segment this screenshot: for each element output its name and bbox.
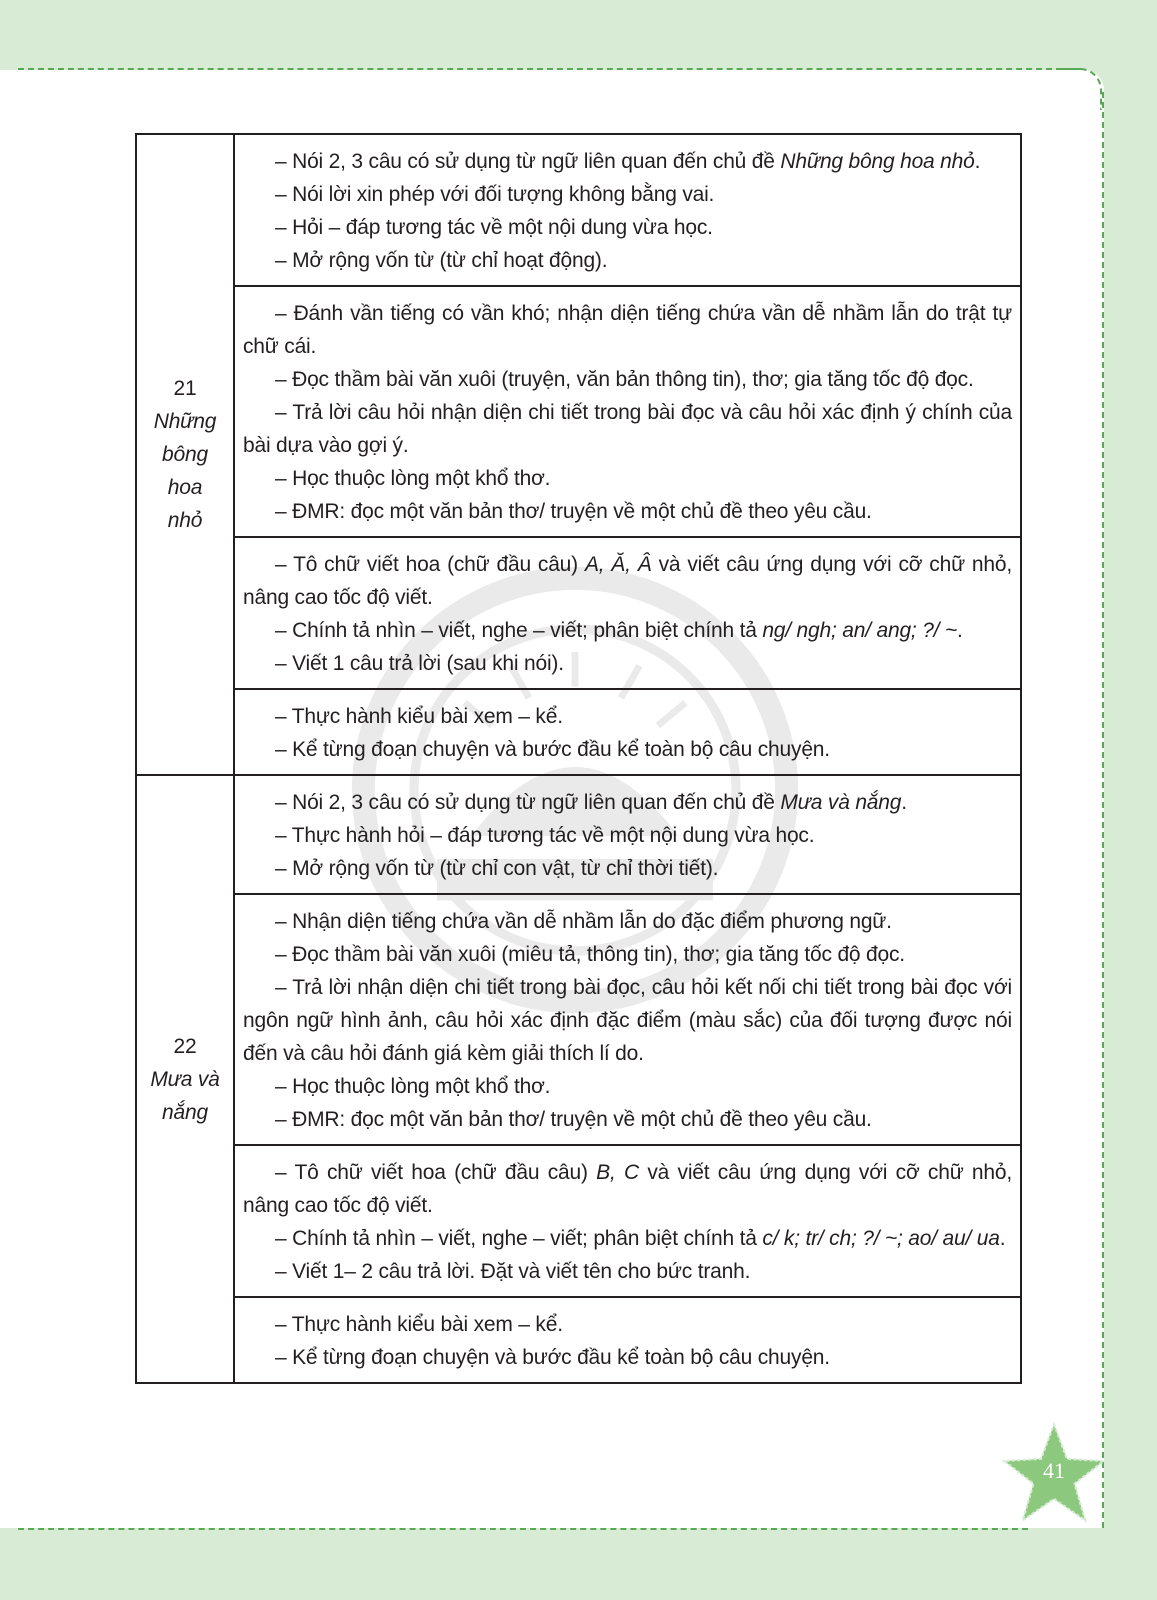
content-line: – Trả lời câu hỏi nhận diện chi tiết trong bài đọc và câu hỏi xác định ý chính của bài dựa vào gợi ý. (243, 401, 1012, 457)
dashed-border-corner (1060, 68, 1102, 110)
content-line: – Nói 2, 3 câu có sử dụng từ ngữ liên quan đến chủ đề Mưa và nắng. (275, 791, 907, 814)
curriculum-table (135, 133, 1022, 1384)
content-line: – Viết 1 câu trả lời (sau khi nói). (275, 652, 564, 675)
content-line: – Tô chữ viết hoa (chữ đầu câu) B, C và viết câu ứng dụng với cỡ chữ nhỏ, nâng cao tốc độ viết. (243, 1161, 1013, 1217)
table-row (136, 775, 1021, 894)
content-line: – Đánh vần tiếng có vần khó; nhận diện tiếng chứa vần dễ nhầm lẫn do trật tự chữ cái. (243, 302, 1012, 358)
lesson-number: 22 (173, 1034, 197, 1058)
content-line: – Đọc thầm bài văn xuôi (miêu tả, thông tin), thơ; gia tăng tốc độ đọc. (275, 943, 905, 966)
content-line: – ĐMR: đọc một văn bản thơ/ truyện về một chủ đề theo yêu cầu. (275, 1108, 872, 1131)
content-line: – Thực hành hỏi – đáp tương tác về một nội dung vừa học. (275, 824, 815, 847)
table-row (136, 1145, 1021, 1297)
content-cell (234, 1297, 1021, 1383)
dashed-border-bottom (18, 1528, 1028, 1530)
content-line: – Học thuộc lòng một khổ thơ. (275, 467, 551, 490)
dashed-border-right (1102, 92, 1104, 1528)
content-line: – Học thuộc lòng một khổ thơ. (275, 1075, 551, 1098)
content-line: – Kể từng đoạn chuyện và bước đầu kể toàn bộ câu chuyện. (275, 1346, 830, 1369)
page-number: 41 (1043, 1458, 1065, 1483)
dashed-border-top (18, 68, 1082, 70)
content-cell (234, 537, 1021, 689)
content-line: – Thực hành kiểu bài xem – kể. (275, 705, 563, 728)
content-line: – Tô chữ viết hoa (chữ đầu câu) A, Ă, Â và viết câu ứng dụng với cỡ chữ nhỏ, nâng cao tốc độ viết. (243, 553, 1012, 609)
content-cell (234, 894, 1021, 1145)
content-line: – Hỏi – đáp tương tác về một nội dung vừa học. (275, 216, 713, 239)
content-cell (234, 689, 1021, 775)
content-line: – Nói lời xin phép với đối tượng không bằng vai. (275, 183, 715, 206)
table-row (136, 894, 1021, 1145)
lesson-cell (136, 775, 234, 1383)
lesson-cell (136, 134, 234, 775)
content-line: – Thực hành kiểu bài xem – kể. (275, 1313, 563, 1336)
table-row (136, 134, 1021, 286)
lesson-title: Những bông hoa nhỏ (153, 410, 217, 532)
content-line: – Trả lời nhận diện chi tiết trong bài đọc, câu hỏi kết nối chi tiết trong bài đọc với ngôn ngữ hình ảnh, câu hỏi xác định đặc điểm (màu sắc) của đối tượng được nói đến và câu hỏi đánh giá kèm giải thích lí do. (243, 976, 1012, 1065)
content-line: – Nhận diện tiếng chứa vần dễ nhầm lẫn do đặc điểm phương ngữ. (275, 910, 892, 933)
content-line: – Kể từng đoạn chuyện và bước đầu kể toàn bộ câu chuyện. (275, 738, 830, 761)
table-row (136, 286, 1021, 537)
content-line: – Mở rộng vốn từ (từ chỉ hoạt động). (275, 249, 608, 272)
content-line: – ĐMR: đọc một văn bản thơ/ truyện về một chủ đề theo yêu cầu. (275, 500, 872, 523)
content-line: – Mở rộng vốn từ (từ chỉ con vật, từ chỉ thời tiết). (275, 857, 719, 880)
content-line: – Chính tả nhìn – viết, nghe – viết; phân biệt chính tả c/ k; tr/ ch; ?/ ~; ao/ au/ ua. (275, 1227, 1006, 1250)
lesson-number: 21 (173, 377, 197, 400)
content-cell (234, 134, 1021, 286)
content-line: – Chính tả nhìn – viết, nghe – viết; phân biệt chính tả ng/ ngh; an/ ang; ?/ ~. (275, 619, 963, 642)
table-row (136, 1297, 1021, 1383)
content-cell (234, 286, 1021, 537)
lesson-title: Mưa và nắng (150, 1067, 220, 1124)
table-row (136, 689, 1021, 775)
content-cell (234, 1145, 1021, 1297)
table-row (136, 537, 1021, 689)
content-line: – Nói 2, 3 câu có sử dụng từ ngữ liên quan đến chủ đề Những bông hoa nhỏ. (275, 150, 981, 173)
content-line: – Viết 1– 2 câu trả lời. Đặt và viết tên cho bức tranh. (275, 1260, 751, 1283)
content-line: – Đọc thầm bài văn xuôi (truyện, văn bản thông tin), thơ; gia tăng tốc độ đọc. (275, 368, 974, 391)
content-cell (234, 775, 1021, 894)
